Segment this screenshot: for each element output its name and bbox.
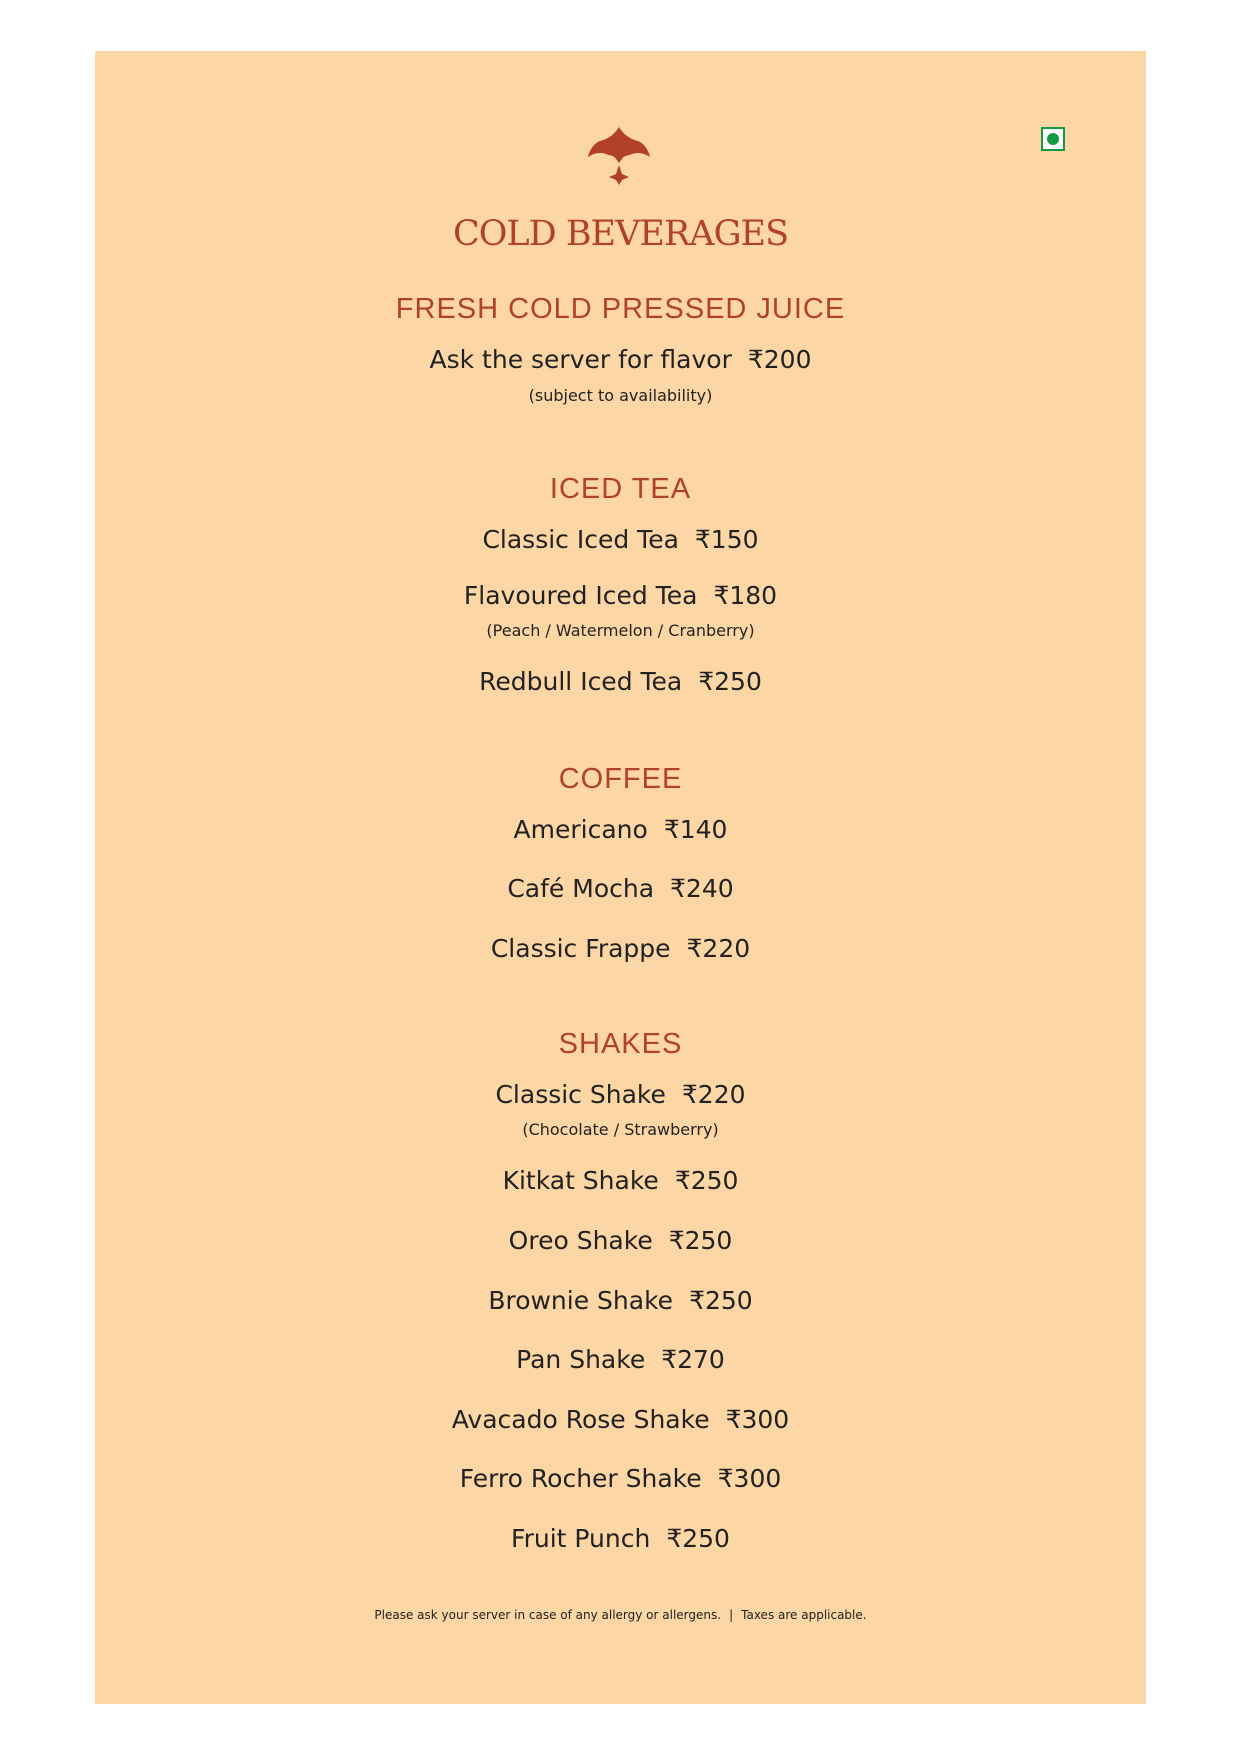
item-name: Flavoured Iced Tea bbox=[463, 581, 698, 610]
item-price: ₹250 bbox=[668, 1226, 733, 1255]
section-heading-shakes: SHAKES bbox=[558, 1028, 683, 1060]
item-note: (Peach / Watermelon / Cranberry) bbox=[486, 621, 755, 640]
menu-item bbox=[0, 1404, 1241, 1436]
allergy-note: Please ask your server in case of any allergy or allergens. bbox=[374, 1608, 722, 1622]
menu-item bbox=[0, 524, 1241, 556]
section-heading-coffee: COFFEE bbox=[558, 763, 683, 795]
item-price: ₹300 bbox=[725, 1405, 790, 1434]
item-name: Ask the server for flavor bbox=[429, 345, 732, 374]
item-price: ₹250 bbox=[689, 1286, 753, 1315]
menu-item bbox=[0, 933, 1241, 965]
footer-separator: | bbox=[729, 1608, 734, 1622]
footer-note bbox=[0, 1607, 1241, 1623]
menu-item bbox=[0, 1225, 1241, 1257]
item-price: ₹250 bbox=[666, 1524, 730, 1553]
item-name: Brownie Shake bbox=[488, 1286, 674, 1315]
item-note: (subject to availability) bbox=[528, 386, 713, 405]
item-name: Ferro Rocher Shake bbox=[459, 1464, 702, 1493]
item-name: Avacado Rose Shake bbox=[451, 1405, 710, 1434]
menu-item bbox=[0, 1165, 1241, 1197]
veg-dot bbox=[1047, 133, 1059, 145]
menu-item bbox=[0, 814, 1241, 846]
section-heading-juice: FRESH COLD PRESSED JUICE bbox=[395, 293, 846, 325]
item-price: ₹250 bbox=[698, 667, 762, 696]
item-price: ₹220 bbox=[686, 934, 751, 963]
item-price: ₹140 bbox=[663, 815, 728, 844]
item-name: Classic Frappe bbox=[490, 934, 671, 963]
item-name: Classic Iced Tea bbox=[482, 525, 679, 554]
item-name: Fruit Punch bbox=[511, 1524, 651, 1553]
section-heading-iced-tea: ICED TEA bbox=[549, 473, 692, 505]
veg-symbol-icon bbox=[1041, 127, 1065, 151]
item-price: ₹270 bbox=[661, 1345, 725, 1374]
item-price: ₹300 bbox=[717, 1464, 782, 1493]
item-name: Café Mocha bbox=[507, 874, 655, 903]
tax-note: Taxes are applicable. bbox=[741, 1608, 867, 1622]
item-name: Oreo Shake bbox=[508, 1226, 653, 1255]
lotus-star-logo bbox=[586, 125, 652, 185]
menu-item bbox=[0, 580, 1241, 612]
menu-item bbox=[0, 1463, 1241, 1495]
item-price: ₹180 bbox=[713, 581, 778, 610]
menu-item bbox=[0, 1079, 1241, 1111]
item-price: ₹240 bbox=[670, 874, 734, 903]
page-title: COLD BEVERAGES bbox=[452, 214, 789, 254]
menu-item bbox=[0, 666, 1241, 698]
item-name: Pan Shake bbox=[516, 1345, 646, 1374]
item-price: ₹220 bbox=[681, 1080, 746, 1109]
item-price: ₹150 bbox=[694, 525, 759, 554]
menu-item bbox=[0, 344, 1241, 376]
menu-item bbox=[0, 1285, 1241, 1317]
item-name: Americano bbox=[513, 815, 648, 844]
item-price: ₹250 bbox=[674, 1166, 739, 1195]
item-name: Kitkat Shake bbox=[502, 1166, 659, 1195]
item-note: (Chocolate / Strawberry) bbox=[522, 1120, 719, 1139]
item-name: Redbull Iced Tea bbox=[479, 667, 683, 696]
item-price: ₹200 bbox=[747, 345, 812, 374]
item-name: Classic Shake bbox=[495, 1080, 666, 1109]
menu-item bbox=[0, 873, 1241, 905]
menu-item bbox=[0, 1523, 1241, 1555]
menu-item bbox=[0, 1344, 1241, 1376]
